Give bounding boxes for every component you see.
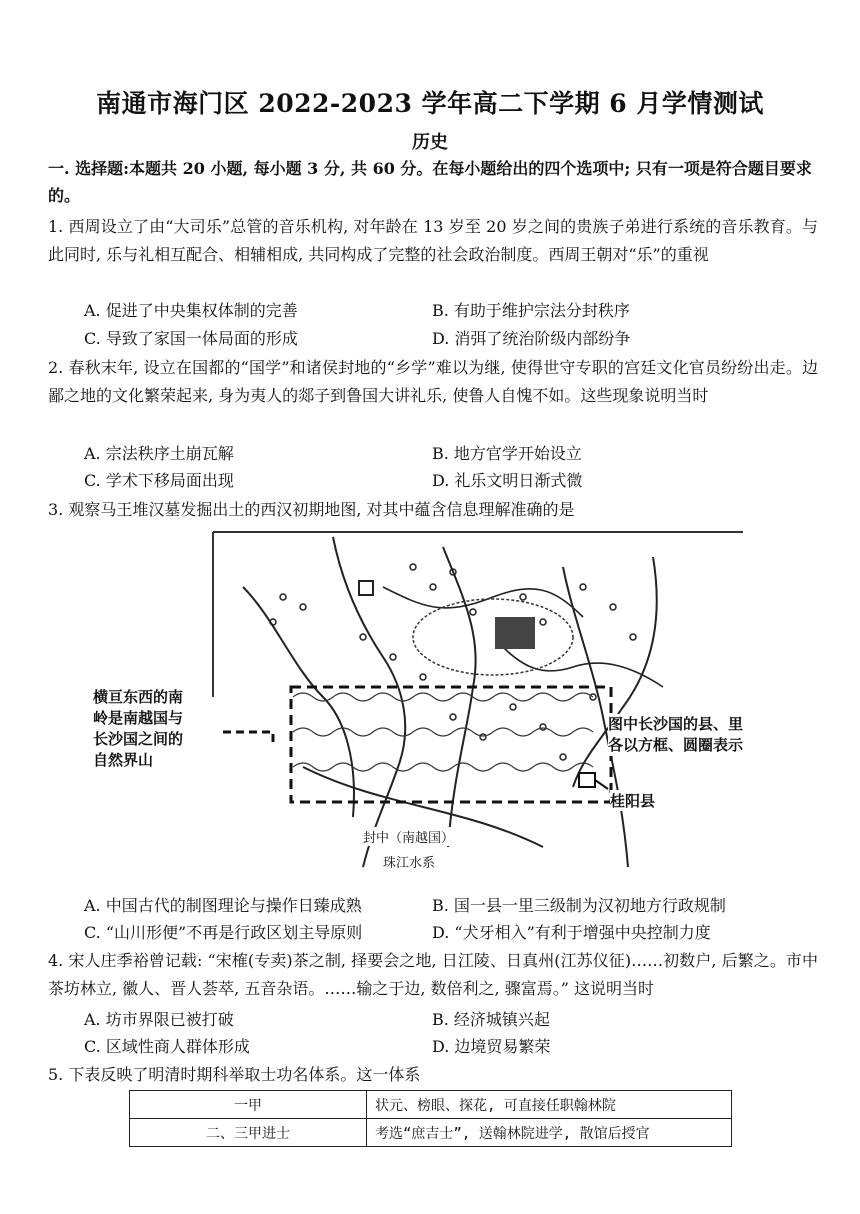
historical-map: [93, 527, 753, 874]
map-note-left-line: 岭是南越国与: [93, 709, 184, 727]
q3-option-a: A. 中国古代的制图理论与操作日臻成熟: [84, 896, 362, 915]
map-note-right: [608, 714, 743, 756]
q2-option-a: A. 宗法秩序土崩瓦解: [84, 444, 234, 463]
q1-option-a: A. 促进了中央集权体制的完善: [84, 301, 298, 320]
table-cell: 一甲: [130, 1091, 367, 1119]
map-note-left-line: 长沙国之间的: [93, 730, 184, 748]
section-instructions: 一. 选择题:本题共 20 小题, 每小题 3 分, 共 60 分。在每小题给出的四个选项中; 只有一项是符合题目要求的。: [48, 159, 812, 205]
q2-option-d: D. 礼乐文明日渐式微: [432, 471, 583, 490]
q2-option-c: C. 学术下移局面出现: [84, 471, 234, 490]
map-note-right-line: 图中长沙国的县、里: [608, 715, 744, 733]
q4-option-c: C. 区域性商人群体形成: [84, 1037, 250, 1056]
map-label-zhujiang: 珠江水系: [383, 852, 435, 871]
q3-option-c: C. “山川形便”不再是行政区划主导原则: [84, 923, 363, 942]
q1-option-d: D. 消弭了统治阶级内部纷争: [432, 329, 631, 348]
q2-option-b: B. 地方官学开始设立: [432, 444, 582, 463]
table-cell: 状元、榜眼、探花, 可直接任职翰林院: [367, 1091, 732, 1119]
question-3-stem: 3. 观察马王堆汉墓发掘出土的西汉初期地图, 对其中蕴含信息理解准确的是: [48, 500, 575, 519]
map-note-left-line: 自然界山: [93, 751, 154, 769]
map-note-right-line: 各以方框、圆圈表示: [608, 736, 744, 754]
q4-option-d: D. 边境贸易繁荣: [432, 1037, 551, 1056]
map-note-left: [93, 687, 183, 771]
question-2-stem: 2. 春秋末年, 设立在国都的“国学”和诸侯封地的“乡学”难以为继, 使得世守专职的宫廷文化官员纷纷出走。边鄙之地的文化繁荣起来, 身为夷人的郯子到鲁国大讲礼乐, 使鲁人自愧不如。这些现象说明当时: [48, 358, 818, 405]
keju-table: [129, 1090, 732, 1147]
table-cell: 二、三甲进士: [130, 1119, 367, 1147]
map-label-fengzhong: 封中（南越国）: [363, 827, 454, 846]
exam-title: 南通市海门区 2022-2023 学年高二下学期 6 月学情测试: [96, 89, 764, 118]
q4-option-b: B. 经济城镇兴起: [432, 1010, 550, 1029]
question-4-stem: 4. 宋人庄季裕曾记载: “宋榷(专卖)茶之制, 择要会之地, 日江陵、日真州(江苏仪征)……初数户, 后繁之。市中茶坊林立, 徽人、晋人荟萃, 五音杂语。……输之于边, 数倍利之, 骤富焉。” 这说明当时: [48, 951, 818, 998]
q3-option-d: D. “犬牙相入”有利于增强中央控制力度: [432, 923, 711, 942]
q1-option-c: C. 导致了家国一体局面的形成: [84, 329, 298, 348]
map-note-left-line: 横亘东西的南: [93, 688, 184, 706]
table-row: [130, 1119, 732, 1147]
table-row: [130, 1091, 732, 1119]
subject-heading: 历史: [412, 132, 448, 153]
question-5-stem: 5. 下表反映了明清时期科举取士功名体系。这一体系: [48, 1065, 421, 1084]
map-drawing: [183, 527, 753, 874]
q3-option-b: B. 国一县一里三级制为汉初地方行政规制: [432, 896, 726, 915]
q4-option-a: A. 坊市界限已被打破: [84, 1010, 234, 1029]
q1-option-b: B. 有助于维护宗法分封秩序: [432, 301, 630, 320]
map-label-guiyang: 桂阳县: [610, 792, 656, 810]
question-1-stem: 1. 西周设立了由“大司乐”总管的音乐机构, 对年龄在 13 岁至 20 岁之间的贵族子弟进行系统的音乐教育。与此同时, 乐与礼相互配合、相辅相成, 共同构成了完整的社会政治制度。西周王朝对“乐”的重视: [48, 217, 818, 264]
table-cell: 考选“庶吉士”, 送翰林院进学, 散馆后授官: [367, 1119, 732, 1147]
